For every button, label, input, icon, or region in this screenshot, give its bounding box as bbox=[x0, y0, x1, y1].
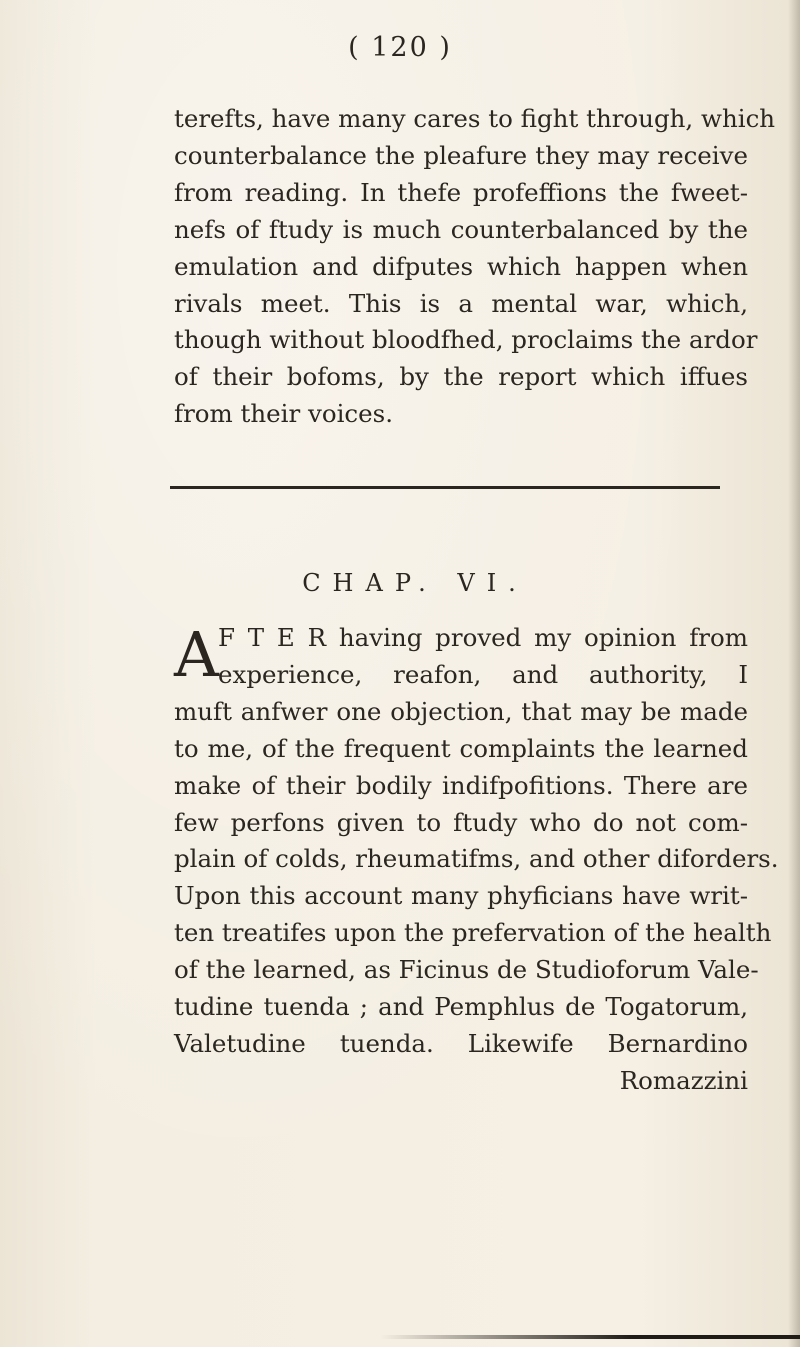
page-number: ( 120 ) bbox=[348, 32, 452, 63]
section-divider-rule bbox=[170, 486, 720, 489]
text-line: terefts, have many cares to fight through, which bbox=[174, 104, 776, 133]
paragraph-continued bbox=[174, 101, 776, 433]
text-line: ten treatifes upon the prefervation of the health bbox=[174, 918, 772, 948]
text-line: F T E R having proved my opinion from bbox=[218, 623, 748, 652]
page-bottom-edge bbox=[380, 1335, 800, 1339]
chapter-heading: CHAP. VI. bbox=[302, 569, 528, 597]
text-line: rivals meet. This is a mental war, which, bbox=[174, 288, 748, 318]
text-line: counterbalance the pleafure they may receive bbox=[174, 140, 748, 170]
catchword: Romazzini bbox=[619, 1065, 748, 1095]
chapter-paragraph bbox=[174, 618, 779, 1100]
text-line: from their voices. bbox=[174, 399, 394, 429]
text-line: Upon this account many phyficians have writ- bbox=[174, 881, 748, 911]
text-line: muft anfwer one objection, that may be made bbox=[174, 696, 748, 726]
text-line: though without bloodfhed, proclaims the ardor bbox=[174, 325, 758, 355]
text-line: experience, reafon, and authority, I bbox=[218, 659, 748, 689]
text-line: of their bofoms, by the report which iffues bbox=[174, 362, 748, 392]
text-line: emulation and difputes which happen when bbox=[174, 251, 748, 281]
text-line: Valetudine tuenda. Likewife Bernardino bbox=[174, 1028, 748, 1058]
text-line: of the learned, as Ficinus de Studioforum Vale- bbox=[174, 955, 759, 985]
text-line: from reading. In thefe profeffions the fweet- bbox=[174, 177, 748, 207]
text-line: to me, of the frequent complaints the learned bbox=[174, 733, 748, 763]
drop-cap: A bbox=[174, 618, 219, 691]
page-edge-shadow bbox=[788, 0, 800, 1347]
text-line: nefs of ftudy is much counterbalanced by the bbox=[174, 214, 748, 244]
text-line: plain of colds, rheumatifms, and other diforders. bbox=[174, 844, 779, 874]
text-line: tudine tuenda ; and Pemphlus de Togatorum, bbox=[174, 992, 748, 1022]
text-line: few perfons given to ftudy who do not com- bbox=[174, 807, 748, 837]
text-line: make of their bodily indifpofitions. There are bbox=[174, 770, 748, 800]
